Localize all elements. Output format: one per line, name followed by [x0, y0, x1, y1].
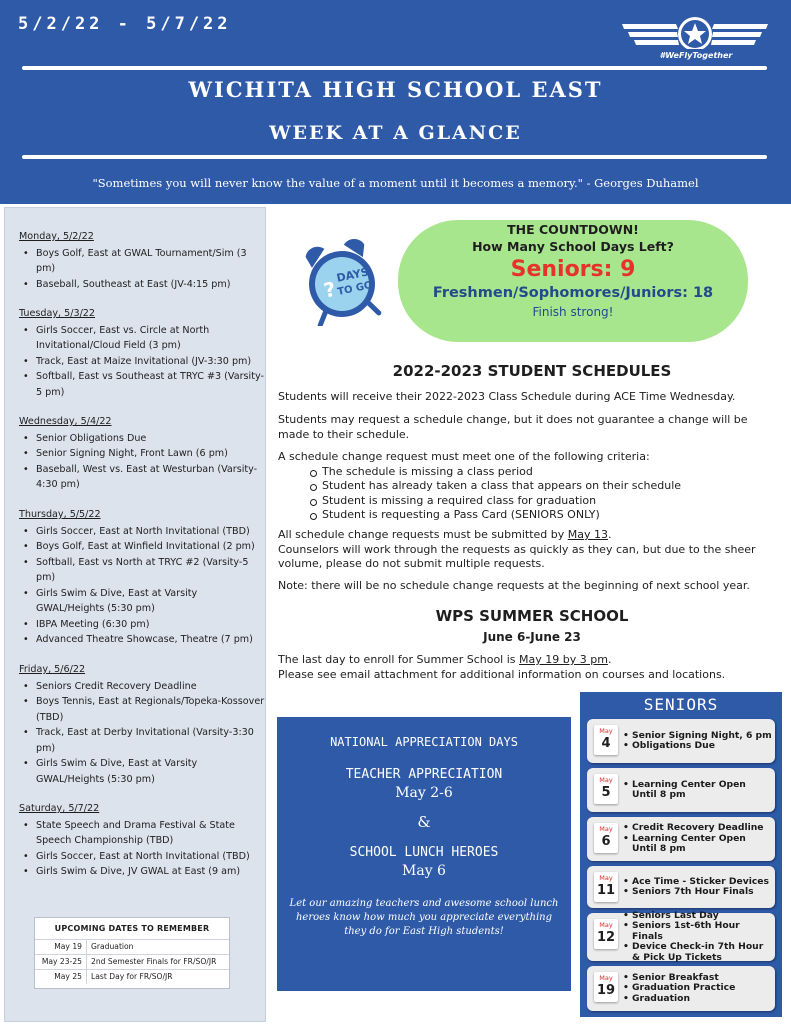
event-item: • IBPA Meeting (6:30 pm) [19, 617, 267, 633]
criteria-item: Student is missing a required class for graduation [278, 494, 778, 509]
senior-event: • Seniors 1st-6th Hour Finals [623, 921, 772, 942]
header-rule-bottom [22, 155, 767, 159]
schedules-p1: Students will receive their 2022-2023 Class Schedule during ACE Time Wednesday. [278, 390, 736, 403]
week-title: WEEK AT A GLANCE [269, 122, 522, 144]
schedules-note: Note: there will be no schedule change requests at the beginning of next school year. [278, 579, 750, 592]
day-title: Thursday, 5/5/22 [19, 509, 101, 520]
upcoming-date: May 19 [35, 940, 87, 954]
upcoming-desc: Graduation [91, 942, 134, 951]
event-item: • Softball, East vs Southeast at TRYC #3 (Varsity-5 pm) [19, 369, 267, 400]
alarm-clock-icon [292, 236, 392, 326]
event-item: • Senior Obligations Due [19, 431, 267, 447]
calendar-icon [594, 823, 618, 853]
day-friday [19, 662, 267, 787]
senior-date-card [587, 909, 775, 963]
upcoming-date: May 25 [35, 970, 87, 984]
event-item: • Track, East at Maize Invitational (JV-3:30 pm) [19, 354, 267, 370]
countdown-underclassmen: Freshmen/Sophomores/Juniors: 18 [432, 285, 714, 301]
calendar-day: 19 [596, 983, 616, 998]
countdown-seniors: Seniors: 9 [510, 257, 636, 282]
appreciation-heading: NATIONAL APPRECIATION DAYS [330, 735, 518, 749]
deadline-period: . [608, 528, 612, 541]
day-saturday [19, 801, 267, 880]
senior-event: • Learning Center Open Until 8 pm [623, 834, 772, 855]
event-item: • Baseball, West vs. East at Westurban (Varsity-4:30 pm) [19, 462, 267, 493]
schedules-p3: A schedule change request must meet one of the following criteria: [278, 450, 650, 463]
senior-event: • Seniors 7th Hour Finals [623, 887, 772, 898]
schedules-p2: Students may request a schedule change, but it does not guarantee a change will be made to their schedule. [278, 413, 748, 441]
school-title: WICHITA HIGH SCHOOL EAST [188, 77, 603, 102]
clock-days-text: DAYS [335, 265, 370, 285]
senior-date-card [587, 866, 775, 908]
clock-question-mark: ? [321, 276, 338, 303]
countdown-subheading: How Many School Days Left? [472, 239, 674, 254]
date-range: 5/2/22 - 5/7/22 [18, 14, 232, 34]
senior-date-card [587, 966, 775, 1011]
senior-event: • Senior Signing Night, 6 pm [623, 731, 772, 742]
summer-enroll-text: The last day to enroll for Summer School is [278, 653, 520, 666]
senior-date-card [587, 817, 775, 861]
senior-event: • Graduation Practice [623, 983, 772, 994]
senior-date-card [587, 768, 775, 812]
schedules-p5: Counselors will work through the requests as quickly as they can, but due to the sheer volume, please do not submit multiple requests. [278, 542, 756, 570]
upcoming-dates-table [34, 917, 230, 989]
day-thursday [19, 507, 267, 648]
senior-event: • Learning Center Open Until 8 pm [623, 780, 772, 801]
hashtag: #WeFlyTogether [659, 51, 733, 60]
calendar-day: 11 [596, 883, 616, 898]
table-row [35, 969, 229, 984]
summer-enroll-period: . [607, 653, 612, 666]
senior-event: • Seniors Last Day [623, 911, 772, 922]
senior-event: • Senior Breakfast [623, 973, 772, 984]
event-item: • Boys Golf, East at Winfield Invitational (2 pm) [19, 539, 267, 555]
event-item: • Senior Signing Night, Front Lawn (6 pm) [19, 446, 267, 462]
upcoming-title: UPCOMING DATES TO REMEMBER [54, 924, 210, 933]
criteria-item: Student is requesting a Pass Card (SENIORS ONLY) [278, 508, 778, 523]
summer-attachment-note: Please see email attachment for additional information on courses and locations. [278, 667, 726, 681]
summer-title: WPS SUMMER SCHOOL [435, 607, 629, 625]
event-item: • Boys Golf, East at GWAL Tournament/Sim (3 pm) [19, 246, 267, 277]
table-row [35, 954, 229, 969]
schedules-deadline [278, 528, 778, 572]
event-item: • Girls Soccer, East vs. Circle at North Invitational/Cloud Field (3 pm) [19, 323, 267, 354]
header-rule-top [22, 66, 767, 70]
day-title: Tuesday, 5/3/22 [19, 308, 96, 319]
appreciation-box [277, 717, 571, 991]
event-item: • Advanced Theatre Showcase, Theatre (7 pm) [19, 632, 267, 648]
calendar-day: 4 [601, 736, 611, 751]
criteria-item: Student has already taken a class that appears on their schedule [278, 479, 778, 494]
calendar-month: May [599, 921, 613, 929]
calendar-icon [594, 725, 618, 755]
senior-event: • Graduation [623, 994, 772, 1005]
event-item: • Girls Swim & Dive, JV GWAL at East (9 am) [19, 864, 267, 880]
event-item: • Track, East at Derby Invitational (Varsity-3:30 pm) [19, 725, 267, 756]
summer-enroll-date: May 19 by 3 pm [519, 653, 608, 666]
teacher-appreciation-dates: May 2-6 [395, 785, 453, 801]
seniors-title: SENIORS [643, 695, 719, 714]
table-row [35, 939, 229, 954]
header-banner [0, 0, 791, 204]
upcoming-desc: 2nd Semester Finals for FR/SO/JR [91, 957, 217, 966]
upcoming-desc: Last Day for FR/SO/JR [91, 972, 173, 981]
appreciation-note: Let our amazing teachers and awesome school lunch heroes know how much you appreciate everything they do for East High students! [289, 898, 559, 937]
upcoming-date: May 23-25 [35, 955, 87, 969]
lunch-heroes-date: May 6 [402, 863, 446, 879]
lunch-heroes: SCHOOL LUNCH HEROES [349, 845, 499, 860]
day-title: Saturday, 5/7/22 [19, 803, 100, 814]
countdown-box [398, 220, 748, 342]
schedules-title: 2022-2023 STUDENT SCHEDULES [392, 362, 672, 380]
calendar-icon [594, 972, 618, 1002]
event-item: • Seniors Credit Recovery Deadline [19, 679, 267, 695]
day-monday [19, 229, 267, 292]
calendar-month: May [599, 727, 613, 735]
ampersand: & [417, 813, 431, 831]
summer-text [278, 653, 778, 682]
calendar-month: May [599, 974, 613, 982]
countdown-heading: THE COUNTDOWN! [507, 222, 639, 237]
event-item: • Boys Tennis, East at Regionals/Topeka-Kossover (TBD) [19, 694, 267, 725]
senior-event: • Ace Time - Sticker Devices [623, 877, 772, 888]
day-title: Monday, 5/2/22 [19, 231, 94, 242]
day-title: Friday, 5/6/22 [19, 664, 86, 675]
event-item: • Girls Soccer, East at North Invitational (TBD) [19, 524, 267, 540]
seniors-panel [580, 692, 782, 1017]
event-item: • State Speech and Drama Festival & State Speech Championship (TBD) [19, 818, 267, 849]
event-item: • Baseball, Southeast at East (JV-4:15 pm) [19, 277, 267, 293]
day-title: Wednesday, 5/4/22 [19, 416, 112, 427]
event-item: • Girls Swim & Dive, East at Varsity GWAL/Heights (5:30 pm) [19, 756, 267, 787]
event-item: • Girls Swim & Dive, East at Varsity GWAL/Heights (5:30 pm) [19, 586, 267, 617]
deadline-text: All schedule change requests must be submitted by [278, 528, 568, 541]
senior-event: • Credit Recovery Deadline [623, 823, 772, 834]
teacher-appreciation: TEACHER APPRECIATION [345, 767, 503, 782]
calendar-month: May [599, 874, 613, 882]
senior-date-card [587, 719, 775, 763]
calendar-month: May [599, 776, 613, 784]
clock-togo-text: TO GO [336, 279, 374, 298]
countdown-finish: Finish strong! [532, 305, 614, 319]
deadline-date: May 13 [567, 528, 608, 541]
calendar-day: 12 [596, 930, 616, 945]
summer-dates: June 6-June 23 [483, 630, 581, 644]
event-item: • Softball, East vs North at TRYC #2 (Varsity-5 pm) [19, 555, 267, 586]
criteria-item: The schedule is missing a class period [278, 465, 778, 480]
calendar-day: 5 [601, 785, 611, 800]
quote: "Sometimes you will never know the value of a moment until it becomes a memory." - Georges Duhamel [92, 176, 699, 190]
day-tuesday [19, 306, 267, 400]
event-item: • Girls Soccer, East at North Invitational (TBD) [19, 849, 267, 865]
calendar-icon [594, 774, 618, 804]
calendar-icon [594, 919, 618, 949]
calendar-icon [594, 872, 618, 902]
senior-event: • Obligations Due [623, 741, 772, 752]
calendar-month: May [599, 825, 613, 833]
senior-event: • Device Check-in 7th Hour & Pick Up Tickets [623, 942, 772, 963]
day-wednesday [19, 414, 267, 493]
calendar-day: 6 [601, 834, 611, 849]
schedules-criteria-block [278, 450, 778, 523]
weekly-events-column [4, 207, 266, 1022]
